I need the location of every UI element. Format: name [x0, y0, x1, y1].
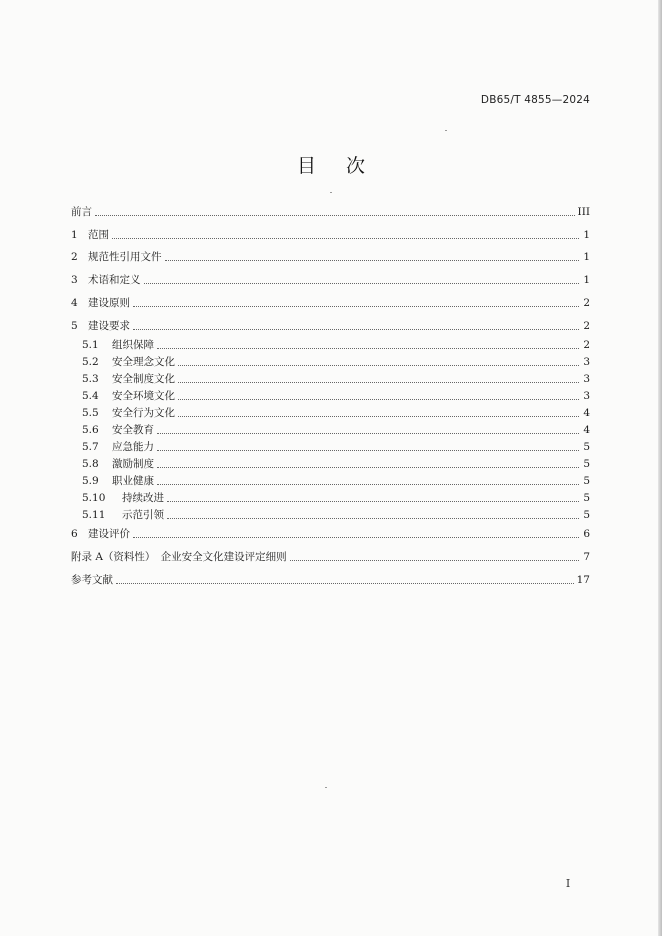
toc-entry-number: 1	[71, 229, 78, 241]
dot-leader	[167, 518, 579, 519]
toc-entry-number: 5.4	[82, 390, 99, 402]
dot-leader	[178, 416, 579, 417]
toc-entry[interactable]	[71, 207, 590, 218]
toc-entry[interactable]	[71, 425, 590, 436]
dot-leader	[157, 348, 579, 349]
dot-leader	[95, 215, 575, 216]
toc-entry-label: 建设评价	[88, 528, 130, 540]
toc-entry-page: 1	[583, 251, 590, 263]
toc-entry-label: 建设原则	[88, 297, 130, 309]
toc-entry-number: 6	[71, 528, 78, 540]
dot-leader	[133, 537, 579, 538]
toc-entry-number: 5.11	[82, 509, 106, 521]
scan-speck	[330, 192, 332, 193]
toc-entry-number: 5.6	[82, 424, 99, 436]
toc-entry-label: 组织保障	[112, 339, 154, 351]
toc-entry-label: 安全教育	[112, 424, 154, 436]
page-number: I	[565, 877, 571, 890]
page-edge	[658, 0, 662, 936]
toc-entry-number: 5.3	[82, 373, 99, 385]
toc-entry-page: 1	[583, 229, 590, 241]
toc-entry-label: 应急能力	[112, 441, 154, 453]
toc-entry-label: 建设要求	[88, 320, 130, 332]
dot-leader	[165, 260, 580, 261]
toc-entry-number: 5.8	[82, 458, 99, 470]
toc-entry[interactable]	[71, 408, 590, 419]
toc-entry-page: 2	[583, 339, 590, 351]
toc-entry[interactable]	[71, 529, 590, 540]
toc-entry-label: 规范性引用文件	[88, 251, 162, 263]
toc-entry-page: 5	[583, 492, 590, 504]
toc-entry[interactable]	[71, 442, 590, 453]
toc-entry-page: 4	[583, 407, 590, 419]
toc-entry-page: 7	[583, 551, 590, 563]
dot-leader	[290, 560, 579, 561]
dot-leader	[157, 450, 579, 451]
toc-entry-page: 5	[583, 509, 590, 521]
toc-entry-page: 3	[583, 390, 590, 402]
toc-entry-page: 6	[583, 528, 590, 540]
scan-speck	[445, 130, 447, 131]
toc-entry-number: 3	[71, 274, 78, 286]
toc-entry[interactable]	[71, 374, 590, 385]
toc-entry-label: 安全理念文化	[112, 356, 175, 368]
dot-leader	[178, 399, 579, 400]
toc-entry-number: 5.5	[82, 407, 99, 419]
toc-entry-label: 范围	[88, 229, 109, 241]
toc-entry-label: 参考文献	[71, 574, 113, 586]
toc-entry-label: 术语和定义	[88, 274, 141, 286]
toc-entry[interactable]	[71, 391, 590, 402]
toc-entry-label: 持续改进	[122, 492, 164, 504]
toc-entry-number: 2	[71, 251, 78, 263]
toc-entry-page: 1	[583, 274, 590, 286]
dot-leader	[178, 382, 579, 383]
toc-entry-number: 5.7	[82, 441, 99, 453]
toc-entry[interactable]	[71, 357, 590, 368]
toc-entry-number: 5.1	[82, 339, 99, 351]
toc-entry-page: 5	[583, 441, 590, 453]
toc-entry-label: 安全环境文化	[112, 390, 175, 402]
toc-entry[interactable]	[71, 340, 590, 351]
toc-entry[interactable]	[71, 575, 590, 586]
toc-entry-number: 5.2	[82, 356, 99, 368]
dot-leader	[116, 583, 574, 584]
dot-leader	[144, 283, 580, 284]
toc-entry-page: 5	[583, 458, 590, 470]
toc-entry-number: 5.10	[82, 492, 106, 504]
toc-entry-page: 3	[583, 373, 590, 385]
toc-entry[interactable]	[71, 275, 590, 286]
dot-leader	[157, 484, 579, 485]
toc-entry-label: 激励制度	[112, 458, 154, 470]
toc-entry-page: III	[577, 206, 590, 218]
document-code: DB65/T 4855—2024	[480, 94, 590, 106]
toc-entry-page: 2	[583, 297, 590, 309]
dot-leader	[157, 467, 579, 468]
toc-entry-page: 17	[576, 574, 590, 586]
toc-entry[interactable]	[71, 459, 590, 470]
toc-entry[interactable]	[71, 321, 590, 332]
toc-entry-number: 4	[71, 297, 78, 309]
toc-entry[interactable]	[71, 230, 590, 241]
toc-entry-number: 5	[71, 320, 78, 332]
toc-entry-label: 示范引领	[122, 509, 164, 521]
scan-speck	[325, 787, 327, 788]
toc-entry-label: 前言	[71, 206, 92, 218]
toc-entry[interactable]	[71, 298, 590, 309]
toc-entry-label: 安全制度文化	[112, 373, 175, 385]
toc-title: 目次	[296, 155, 395, 177]
dot-leader	[133, 329, 579, 330]
toc-entry-page: 4	[583, 424, 590, 436]
toc-entry-page: 2	[583, 320, 590, 332]
dot-leader	[167, 501, 579, 502]
toc-entry-page: 3	[583, 356, 590, 368]
toc-entry[interactable]	[71, 493, 590, 504]
toc-entry-label: 安全行为文化	[112, 407, 175, 419]
toc-entry-label: 附录 A（资料性） 企业安全文化建设评定细则	[71, 551, 287, 563]
toc-entry[interactable]	[71, 252, 590, 263]
toc-entry[interactable]	[71, 552, 590, 563]
dot-leader	[112, 238, 579, 239]
dot-leader	[133, 306, 579, 307]
toc-entry[interactable]	[71, 476, 590, 487]
toc-entry-page: 5	[583, 475, 590, 487]
dot-leader	[157, 433, 579, 434]
toc-entry-label: 职业健康	[112, 475, 154, 487]
toc-entry-number: 5.9	[82, 475, 99, 487]
toc-entry[interactable]	[71, 510, 590, 521]
dot-leader	[178, 365, 579, 366]
